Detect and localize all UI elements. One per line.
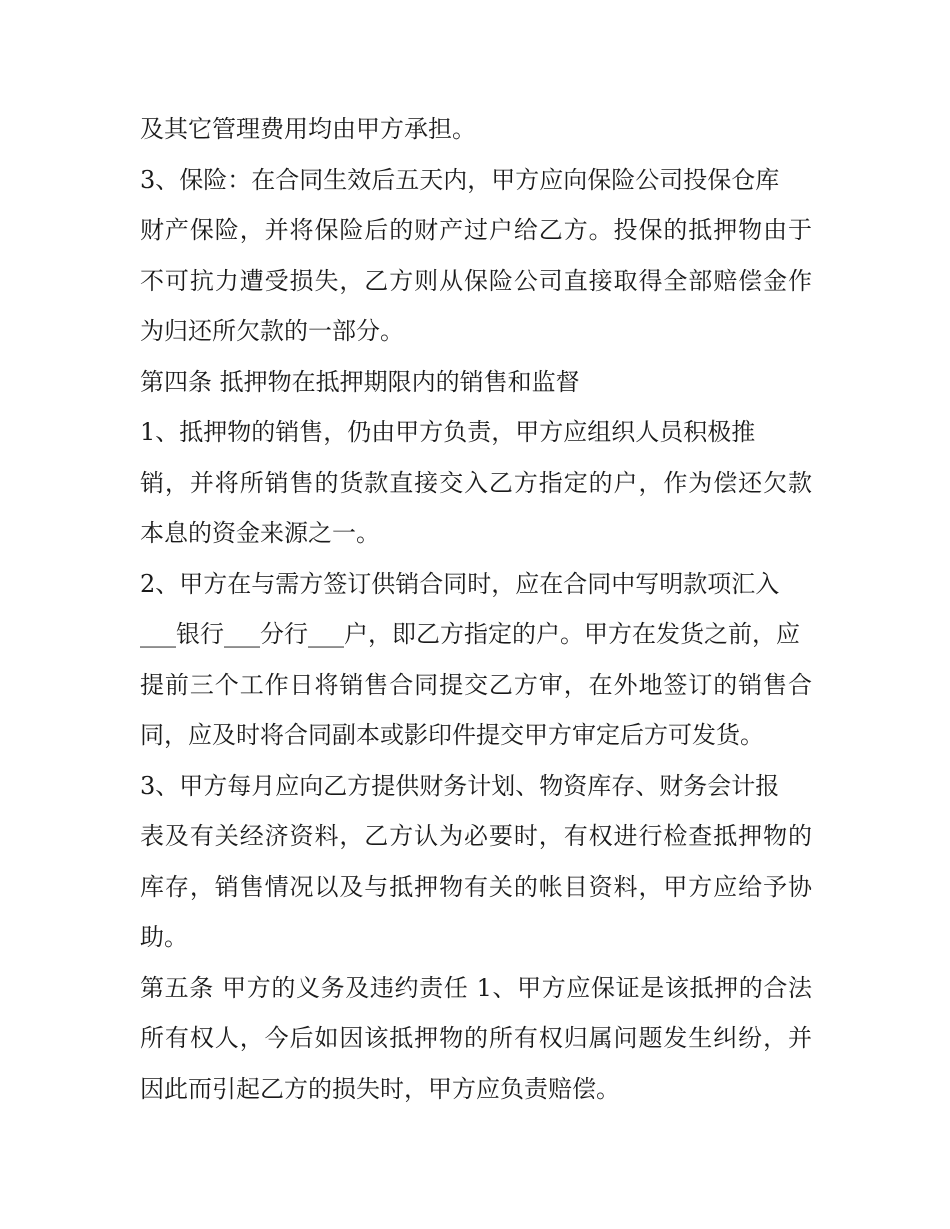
text-line-13: 同，应及时将合同副本或影印件提交甲方审定后方可发货。 <box>140 721 764 749</box>
document-body <box>140 104 812 1114</box>
text-line-16: 库存，销售情况以及与抵押物有关的帐目资料，甲方应给予协 <box>140 872 812 901</box>
text-line-11: ___银行___分行___户，即乙方指定的户。甲方在发货之前，应 <box>140 620 800 648</box>
text-line-17: 助。 <box>140 923 188 951</box>
text-line-1: 及其它管理费用均由甲方承担。 <box>140 115 476 143</box>
section-heading-5: 第五条 甲方的义务及违约责任 1、甲方应保证是该抵押的合法 <box>140 973 812 1002</box>
text-line-9: 本息的资金来源之一。 <box>140 519 380 547</box>
text-line-2: 3、保险：在合同生效后五天内，甲方应向保险公司投保仓库 <box>140 165 780 194</box>
section-heading-4: 第四条 抵押物在抵押期限内的销售和监督 <box>140 367 580 396</box>
text-line-15: 表及有关经济资料，乙方认为必要时，有权进行检查抵押物的 <box>140 822 812 850</box>
text-line-20: 因此而引起乙方的损失时，甲方应负责赔偿。 <box>140 1074 620 1103</box>
text-line-8: 销，并将所销售的货款直接交入乙方指定的户，作为偿还欠款 <box>140 468 812 497</box>
text-line-3: 财产保险，并将保险后的财产过户给乙方。投保的抵押物由于 <box>140 216 812 244</box>
text-line-19: 所有权人，今后如因该抵押物的所有权归属问题发生纠纷，并 <box>140 1024 812 1052</box>
text-line-7: 1、抵押物的销售，仍由甲方负责，甲方应组织人员积极推 <box>140 418 756 446</box>
text-line-4: 不可抗力遭受损失，乙方则从保险公司直接取得全部赔偿金作 <box>140 266 812 295</box>
text-line-12: 提前三个工作日将销售合同提交乙方审，在外地签订的销售合 <box>140 670 812 699</box>
text-line-14: 3、甲方每月应向乙方提供财务计划、物资库存、财务会计报 <box>140 771 780 800</box>
text-line-10: 2、甲方在与需方签订供销合同时，应在合同中写明款项汇入 <box>140 569 780 598</box>
text-line-5: 为归还所欠款的一部分。 <box>140 317 404 345</box>
